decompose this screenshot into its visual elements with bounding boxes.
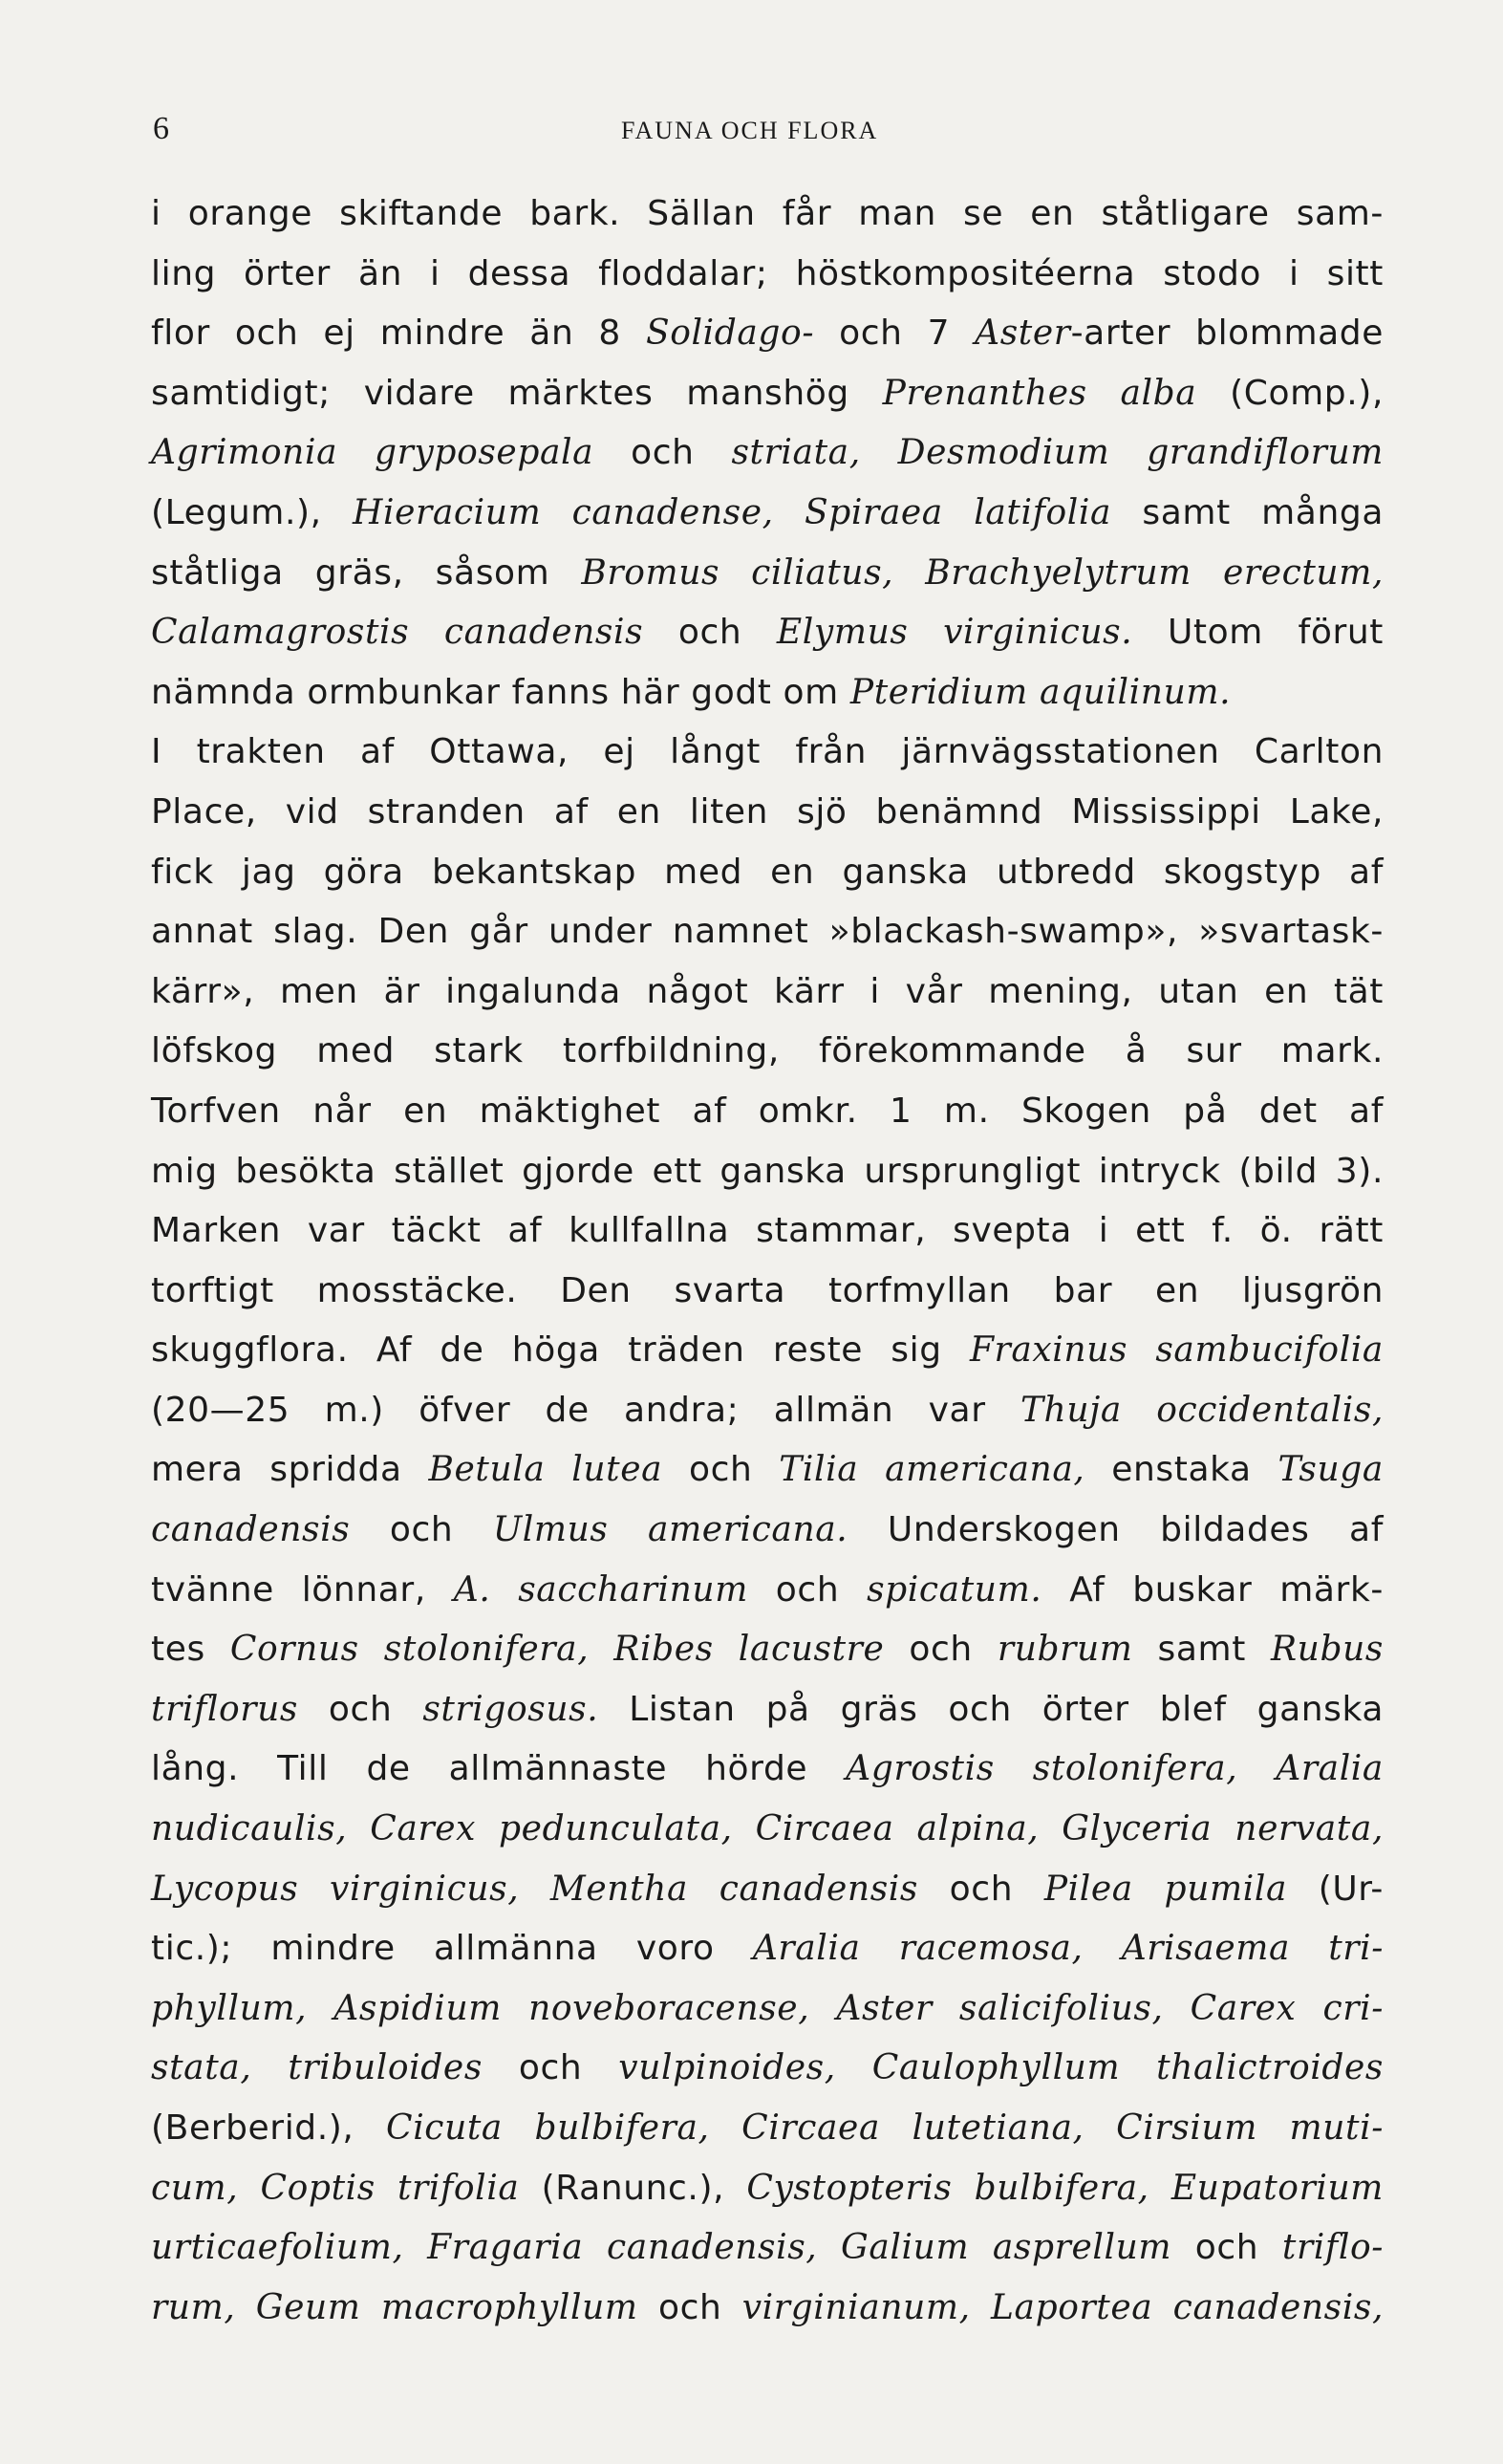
text-segment: i orange skiftande bark. Sällan får man se en ståtligare sam- — [151, 194, 1384, 233]
italic-taxon-text: Tsuga — [1278, 1450, 1384, 1490]
italic-taxon-text: rubrum — [997, 1630, 1133, 1670]
text-segment: (Ur- — [1287, 1869, 1384, 1909]
body-text — [151, 184, 1384, 2338]
italic-taxon-text: Ulmus americana. — [492, 1510, 848, 1550]
italic-taxon-text: spicatum. — [867, 1569, 1042, 1610]
italic-taxon-text: triflo- — [1281, 2228, 1384, 2268]
text-segment: Af buskar märk- — [1041, 1569, 1384, 1610]
text-segment: Listan på gräs och örter blef ganska — [598, 1689, 1385, 1729]
text-line — [151, 1142, 1384, 1202]
text-segment: och — [637, 2287, 742, 2327]
text-line — [151, 902, 1384, 962]
italic-taxon-text: Lycopus virginicus, Mentha canadensis — [151, 1869, 918, 1909]
text-line — [151, 1262, 1384, 1322]
italic-taxon-text: rum, Geum macrophyllum — [151, 2287, 638, 2327]
text-segment: löfskog med stark torfbildning, förekommande å sur mark. — [151, 1031, 1384, 1071]
italic-taxon-text: Calamagrostis canadensis — [151, 613, 644, 653]
text-line — [151, 603, 1384, 663]
text-segment: och — [1171, 2228, 1282, 2268]
text-line — [151, 1022, 1384, 1082]
text-segment: ling örter än i dessa floddalar; höstkompositéerna stodo i sitt — [151, 253, 1384, 293]
text-line — [151, 304, 1384, 364]
italic-taxon-text: strigosus. — [422, 1689, 599, 1729]
text-segment: och — [482, 2048, 619, 2088]
text-line — [151, 1860, 1384, 1920]
text-segment: samt många — [1111, 492, 1384, 532]
italic-taxon-text: Rubus — [1270, 1630, 1384, 1670]
text-line — [151, 364, 1384, 424]
text-line — [151, 962, 1384, 1023]
italic-taxon-text: Solidago- — [645, 313, 815, 354]
text-segment: I trakten af Ottawa, ej långt från järnvägsstationen Carlton — [151, 732, 1384, 772]
text-line — [151, 1620, 1384, 1680]
italic-taxon-text: Cornus stolonifera, Ribes lacustre — [229, 1630, 885, 1670]
text-line — [151, 184, 1384, 245]
text-line — [151, 1440, 1384, 1501]
text-line — [151, 723, 1384, 783]
text-segment: mig besökta stället gjorde ett ganska ursprungligt intryck (bild 3). — [151, 1151, 1384, 1191]
text-segment: fick jag göra bekantskap med en ganska utbredd skogstyp af — [151, 852, 1384, 892]
text-segment: Marken var täckt af kullfallna stammar, svepta i ett f. ö. rätt — [151, 1211, 1384, 1251]
italic-taxon-text: Aralia racemosa, Arisaema tri- — [752, 1929, 1384, 1969]
text-segment: och — [593, 433, 732, 473]
text-segment: Torfven når en mäktighet af omkr. 1 m. Skogen på det af — [151, 1091, 1384, 1131]
italic-taxon-text: Pilea pumila — [1043, 1869, 1288, 1909]
text-segment: och — [350, 1510, 493, 1550]
text-line — [151, 1919, 1384, 1979]
italic-taxon-text: Agrostis stolonifera, Aralia — [846, 1749, 1384, 1789]
text-line — [151, 1082, 1384, 1142]
text-line — [151, 1740, 1384, 1800]
text-segment: samtidigt; vidare märktes manshög — [151, 373, 883, 413]
text-line — [151, 1501, 1384, 1561]
text-segment: tvänne lönnar, — [151, 1569, 454, 1610]
text-segment: tic.); mindre allmänna voro — [151, 1929, 753, 1969]
italic-taxon-text: Prenanthes alba — [882, 373, 1197, 413]
italic-taxon-text: vulpinoides, Caulophyllum thalictroides — [618, 2048, 1384, 2088]
italic-taxon-text: nudicaulis, Carex pedunculata, Circaea alpina, Glyceria nervata, — [151, 1809, 1384, 1849]
text-segment: (Ranunc.), — [519, 2168, 747, 2208]
italic-taxon-text: urticaefolium, Fragaria canadensis, Galium asprellum — [151, 2228, 1172, 2268]
italic-taxon-text: virginianum, Laportea canadensis, — [741, 2287, 1384, 2327]
text-segment: (Comp.), — [1196, 373, 1384, 413]
italic-taxon-text: triflorus — [151, 1689, 298, 1729]
text-segment: (Berberid.), — [151, 2108, 387, 2148]
text-segment: nämnda ormbunkar fanns här godt om — [151, 672, 850, 712]
italic-taxon-text: Tilia americana, — [779, 1450, 1085, 1490]
text-segment: kärr», men är ingalunda något kärr i vår mening, utan en tät — [151, 971, 1384, 1011]
text-segment: (20—25 m.) öfver de andra; allmän var — [151, 1390, 1020, 1430]
text-segment: enstaka — [1084, 1450, 1278, 1490]
text-line — [151, 1800, 1384, 1860]
text-segment: och — [884, 1630, 998, 1670]
text-line — [151, 2279, 1384, 2339]
text-line — [151, 663, 1384, 724]
text-line — [151, 484, 1384, 544]
italic-taxon-text: Thuja occidentalis, — [1020, 1390, 1384, 1430]
text-segment: annat slag. Den går under namnet »blackash-swamp», »svartask- — [151, 912, 1384, 952]
text-segment: och 7 — [814, 313, 976, 354]
text-line — [151, 423, 1384, 484]
text-segment: tes — [151, 1630, 230, 1670]
text-segment: (Legum.), — [151, 492, 354, 532]
text-line — [151, 1201, 1384, 1262]
italic-taxon-text: phyllum, Aspidium noveboracense, Aster salicifolius, Carex cri- — [151, 1988, 1384, 2028]
text-line — [151, 1561, 1384, 1621]
text-line — [151, 1321, 1384, 1381]
page-number: 6 — [153, 111, 169, 146]
text-segment: torftigt mosstäcke. Den svarta torfmyllan bar en ljusgrön — [151, 1270, 1384, 1310]
text-segment: och — [662, 1450, 780, 1490]
text-segment: flor och ej mindre än 8 — [151, 313, 646, 354]
italic-taxon-text: cum, Coptis trifolia — [151, 2168, 520, 2208]
italic-taxon-text: Elymus virginicus. — [776, 613, 1133, 653]
text-segment: och — [643, 613, 777, 653]
italic-taxon-text: Agrimonia gryposepala — [151, 433, 594, 473]
text-line — [151, 1979, 1384, 2040]
italic-taxon-text: Bromus ciliatus, Brachyelytrum erectum, — [581, 552, 1384, 593]
text-segment: mera spridda — [151, 1450, 429, 1490]
text-segment: och — [917, 1869, 1044, 1909]
text-line — [151, 2099, 1384, 2159]
text-segment: Underskogen bildades af — [848, 1510, 1384, 1550]
italic-taxon-text: Hieracium canadense, Spiraea latifolia — [353, 492, 1112, 532]
text-line — [151, 544, 1384, 604]
text-line — [151, 1680, 1384, 1740]
text-segment: skuggflora. Af de höga träden reste sig — [151, 1330, 970, 1371]
italic-taxon-text: Cystopteris bulbifera, Eupatorium — [746, 2168, 1385, 2208]
italic-taxon-text: A. saccharinum — [453, 1569, 748, 1610]
text-line — [151, 783, 1384, 843]
text-line — [151, 2039, 1384, 2099]
italic-taxon-text: Cicuta bulbifera, Circaea lutetiana, Cirsium muti- — [386, 2108, 1384, 2148]
italic-taxon-text: canadensis — [151, 1510, 351, 1550]
italic-taxon-text: Fraxinus sambucifolia — [969, 1330, 1384, 1371]
text-segment: -arter blommade — [1070, 313, 1384, 354]
text-segment: ståtliga gräs, såsom — [151, 552, 582, 593]
page-header — [153, 111, 1385, 159]
text-segment: och — [297, 1689, 423, 1729]
text-line — [151, 245, 1384, 305]
text-segment: lång. Till de allmännaste hörde — [151, 1749, 847, 1789]
running-head: FAUNA OCH FLORA — [621, 117, 879, 144]
text-line — [151, 1381, 1384, 1441]
text-segment: Place, vid stranden af en liten sjö benämnd Mississippi Lake, — [151, 791, 1384, 832]
text-line — [151, 2159, 1384, 2219]
italic-taxon-text: striata, Desmodium grandiflorum — [731, 433, 1384, 473]
text-segment: och — [747, 1569, 868, 1610]
italic-taxon-text: Aster — [975, 313, 1071, 354]
italic-taxon-text: stata, tribuloides — [151, 2048, 483, 2088]
text-segment: Utom förut — [1132, 613, 1384, 653]
text-segment: samt — [1132, 1630, 1271, 1670]
italic-taxon-text: Pteridium aquilinum. — [849, 672, 1232, 712]
text-line — [151, 2218, 1384, 2279]
text-line — [151, 843, 1384, 903]
italic-taxon-text: Betula lutea — [428, 1450, 663, 1490]
